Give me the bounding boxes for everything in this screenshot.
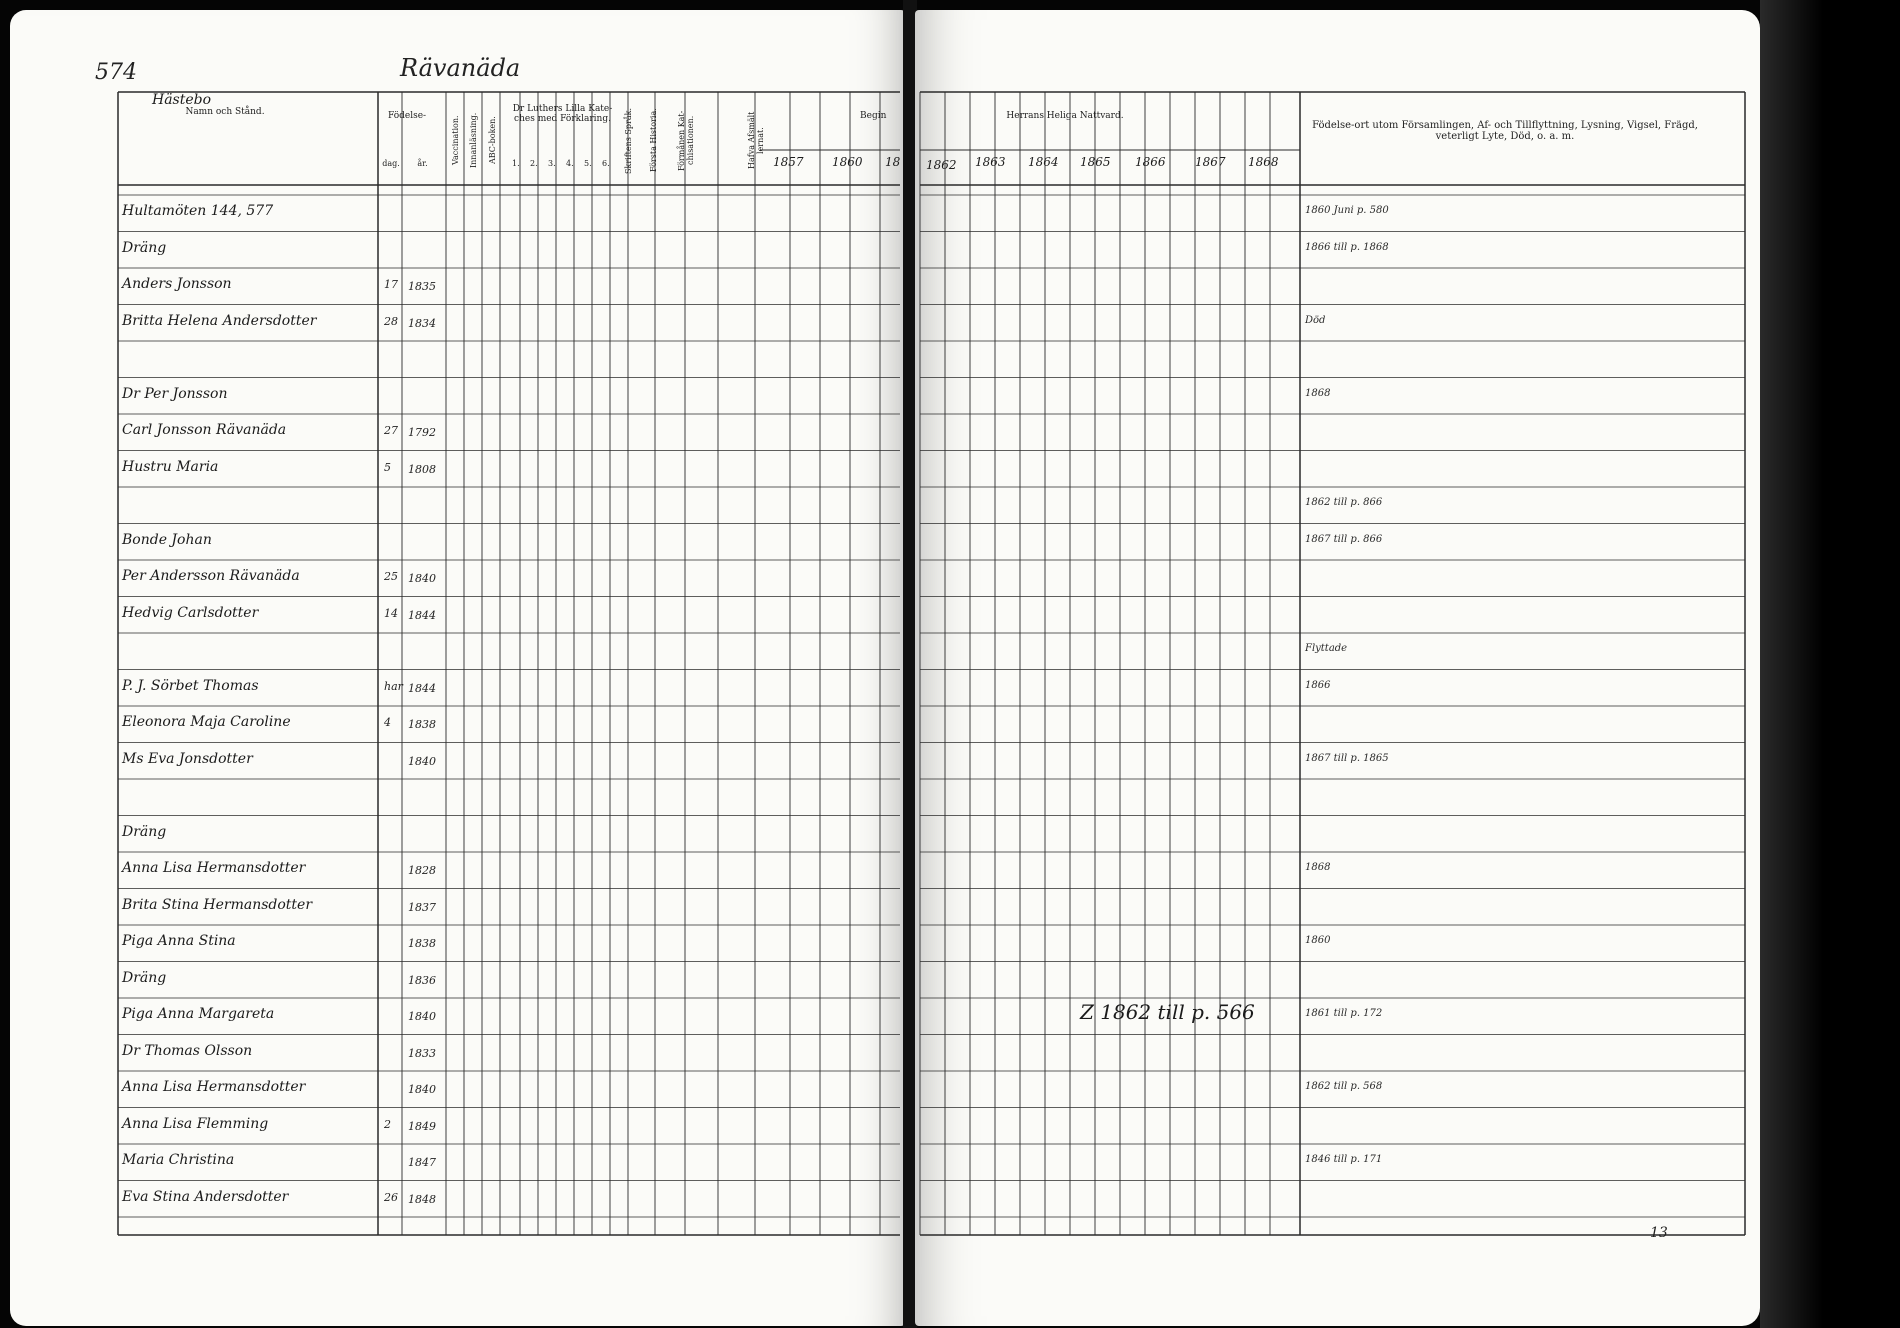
remark-9: 1868 xyxy=(1305,862,1331,873)
row-13-name: P. J. Sörbet Thomas xyxy=(122,677,259,694)
row-27-name: Eva Stina Andersdotter xyxy=(122,1188,289,1205)
row-24-year: 1840 xyxy=(408,1083,436,1096)
name-column-hand: Hästebo xyxy=(152,92,212,108)
frikommen-header: Förmånen Kat-chisationen. xyxy=(677,110,695,171)
row-6-year: 1792 xyxy=(408,426,436,439)
row-27-day: 26 xyxy=(384,1190,398,1204)
row-20-name: Piga Anna Stina xyxy=(122,933,236,949)
year-1860: 1860 xyxy=(832,155,863,169)
row-13-day: har xyxy=(384,679,403,693)
row-2-year: 1835 xyxy=(408,280,436,293)
innanlasning-header: Innanläsning. xyxy=(469,112,478,168)
row-27-year: 1848 xyxy=(408,1192,436,1206)
row-22-name: Piga Anna Margareta xyxy=(122,1006,275,1022)
row-14-year: 1838 xyxy=(408,718,436,731)
luther-part-1: 1. xyxy=(512,159,520,168)
skriftspraket-header: Skriftens Språk. xyxy=(624,107,633,174)
row-10-year: 1840 xyxy=(408,572,436,585)
row-14-name: Eleonora Maja Caroline xyxy=(122,714,291,730)
row-23-year: 1833 xyxy=(408,1046,436,1060)
row-10-name: Per Andersson Rävanäda xyxy=(122,568,300,584)
remark-10: 1860 xyxy=(1305,935,1331,946)
luther-header: Dr Luthers Lilla Kate-ches med Förklaring. xyxy=(512,104,613,124)
remark-11: 1861 till p. 172 xyxy=(1305,1008,1383,1019)
row-3-year: 1834 xyxy=(408,316,436,330)
row-3-name: Britta Helena Andersdotter xyxy=(122,312,317,329)
row-15-year: 1840 xyxy=(408,754,436,768)
row-13-year: 1844 xyxy=(408,681,436,695)
page-number: 574 xyxy=(95,60,137,85)
row-19-name: Brita Stina Hermansdotter xyxy=(122,896,313,913)
row-18-name: Anna Lisa Hermansdotter xyxy=(122,860,306,876)
year-1864: 1864 xyxy=(1028,155,1059,169)
forsta-historia-header: Första Historia. xyxy=(649,108,658,173)
luther-part-6: 6. xyxy=(602,159,610,168)
row-23-name: Dr Thomas Olsson xyxy=(122,1042,253,1059)
row-25-year: 1849 xyxy=(408,1119,436,1133)
year-1857: 1857 xyxy=(773,155,804,169)
remark-3: 1868 xyxy=(1305,387,1331,399)
year-1866: 1866 xyxy=(1135,155,1166,169)
remark-8: 1867 till p. 1865 xyxy=(1305,752,1389,764)
row-25-name: Anna Lisa Flemming xyxy=(122,1115,269,1132)
row-20-year: 1838 xyxy=(408,937,436,950)
row-24-name: Anna Lisa Hermansdotter xyxy=(122,1079,306,1095)
remark-2: Död xyxy=(1305,314,1326,326)
place-title: Rävanäda xyxy=(400,54,521,82)
row-14-day: 4 xyxy=(384,716,391,729)
row-11-day: 14 xyxy=(384,606,398,620)
luther-part-2: 2. xyxy=(530,159,538,168)
row-2-day: 17 xyxy=(384,278,398,291)
year-1863: 1863 xyxy=(975,155,1006,169)
remark-7: 1866 xyxy=(1305,679,1331,691)
row-19-year: 1837 xyxy=(408,900,436,914)
row-21-year: 1836 xyxy=(408,973,436,987)
row-17-name: Dräng xyxy=(122,823,167,840)
birth-year-header: år. xyxy=(417,159,428,168)
row-11-name: Hedvig Carlsdotter xyxy=(122,604,259,621)
row-21-name: Dräng xyxy=(122,969,167,986)
remark-5: 1867 till p. 866 xyxy=(1305,533,1383,545)
corner-number: 13 xyxy=(1650,1225,1668,1241)
row-7-year: 1808 xyxy=(408,462,436,476)
row-26-year: 1847 xyxy=(408,1156,436,1169)
row-10-day: 25 xyxy=(384,570,398,583)
row-2-name: Anders Jonsson xyxy=(122,276,232,292)
year-18: 18 xyxy=(885,155,901,169)
row-7-name: Hustru Maria xyxy=(122,458,219,475)
row-22-year: 1840 xyxy=(408,1010,436,1023)
luther-part-5: 5. xyxy=(584,159,592,168)
remark-0: 1860 Juni p. 580 xyxy=(1305,205,1389,216)
year-1868: 1868 xyxy=(1248,155,1279,169)
remark-12: 1862 till p. 568 xyxy=(1305,1081,1383,1092)
row-1-name: Dräng xyxy=(122,239,167,256)
remark-1: 1866 till p. 1868 xyxy=(1305,241,1389,253)
row-3-day: 28 xyxy=(384,314,398,328)
nattvard-label: Herrans Heliga Nattvard. xyxy=(1006,111,1124,121)
year-1865: 1865 xyxy=(1080,155,1111,169)
row-5-name: Dr Per Jonsson xyxy=(122,385,228,402)
row-26-name: Maria Christina xyxy=(122,1152,235,1168)
afsmaltlig-header: Hafva Afsmält lernat. xyxy=(747,111,765,170)
row-6-day: 27 xyxy=(384,424,398,437)
year-1862: 1862 xyxy=(926,158,957,172)
row-9-name: Bonde Johan xyxy=(122,531,212,548)
row-7-day: 5 xyxy=(384,460,391,474)
row-15-name: Ms Eva Jonsdotter xyxy=(122,750,253,767)
birth-day-header: dag. xyxy=(382,159,400,168)
row-6-name: Carl Jonsson Rävanäda xyxy=(122,422,287,438)
luther-part-4: 4. xyxy=(566,159,574,168)
begin-label: Begin xyxy=(860,111,887,121)
vaccination-header: Vaccination. xyxy=(451,115,460,165)
luther-part-3: 3. xyxy=(548,159,556,168)
row-25-day: 2 xyxy=(384,1117,391,1131)
row-0-name: Hultamöten 144, 577 xyxy=(122,203,274,219)
row-18-year: 1828 xyxy=(408,864,436,877)
abc-header: ABC-boken. xyxy=(488,116,497,164)
remark-13: 1846 till p. 171 xyxy=(1305,1154,1383,1165)
scan-note: Z 1862 till p. 566 xyxy=(1080,1000,1255,1024)
row-11-year: 1844 xyxy=(408,608,436,622)
remarks-column-header: Födelse-ort utom Församlingen, Af- och Tillflyttning, Lysning, Vigsel, Frägd, veterligt Lyte, Död, o. a. m. xyxy=(1312,120,1698,142)
birth-column-header: Födelse- xyxy=(387,111,427,121)
remark-6: Flyttade xyxy=(1305,643,1348,654)
year-1867: 1867 xyxy=(1195,155,1226,169)
page-edge-shadow xyxy=(1760,0,1900,1328)
name-column-header: Namn och Stånd. xyxy=(185,107,265,117)
remark-4: 1862 till p. 866 xyxy=(1305,497,1383,508)
